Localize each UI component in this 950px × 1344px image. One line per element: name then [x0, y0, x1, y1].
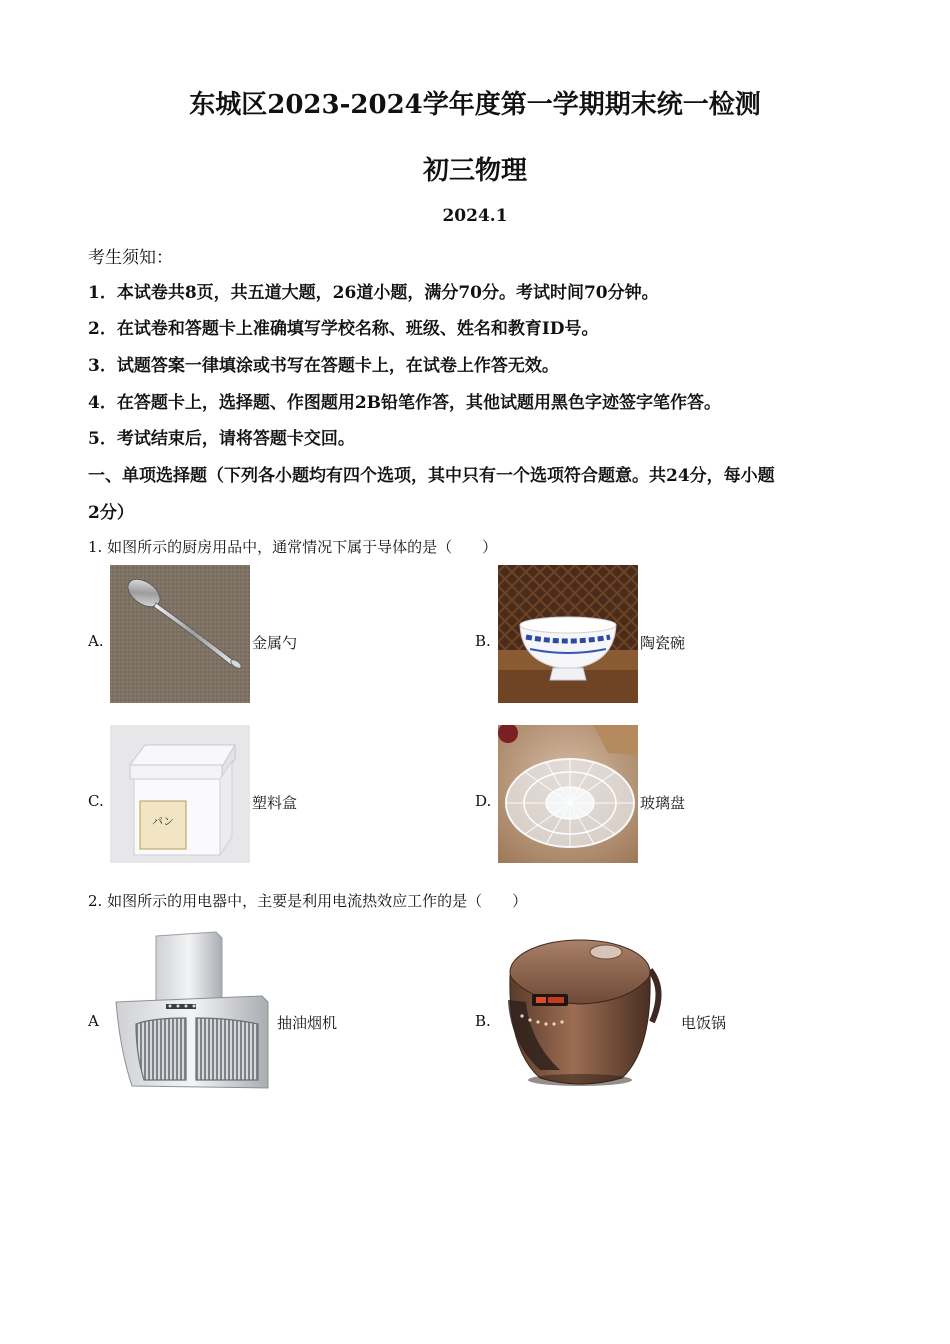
plastic-box-icon — [110, 725, 250, 863]
notice-heading: 考生须知： — [88, 248, 173, 268]
exam-subject: 初三物理 — [422, 156, 527, 186]
notice-item-3: 3．试题答案一律填涂或书写在答题卡上，在试卷上作答无效。 — [88, 356, 559, 376]
glass-plate-icon — [498, 725, 638, 863]
q1-option-a-label: 金属勺 — [252, 634, 298, 652]
q2-option-a-letter: A — [88, 1012, 99, 1030]
notice-item-1: 1．本试卷共8页，共五道大题，26道小题，满分70分。考试时间70分钟。 — [88, 283, 659, 303]
exam-date: 2024.1 — [442, 206, 508, 226]
q1-option-d-image — [498, 725, 638, 863]
q1-option-c-letter: C. — [88, 792, 104, 810]
q1-option-a-letter: A. — [88, 632, 104, 650]
q2-option-b-label: 电饭锅 — [681, 1014, 727, 1032]
notice-item-2: 2．在试卷和答题卡上准确填写学校名称、班级、姓名和教育ID号。 — [88, 319, 599, 339]
metal-spoon-icon — [110, 565, 250, 703]
q1-option-d-letter: D. — [475, 792, 492, 810]
q2-option-b-letter: B. — [475, 1012, 491, 1030]
q1-option-a-image — [110, 565, 250, 703]
q2-option-a-label: 抽油烟机 — [277, 1014, 338, 1032]
ceramic-bowl-icon — [498, 565, 638, 703]
q1-option-b-letter: B. — [475, 632, 491, 650]
q2-option-b-image — [500, 930, 666, 1090]
section-heading-line1: 一、单项选择题（下列各小题均有四个选项，其中只有一个选项符合题意。共24分，每小题 — [88, 466, 775, 486]
rice-cooker-icon — [500, 930, 666, 1090]
q1-option-c-image — [110, 725, 250, 863]
exam-title: 东城区2023-2024学年度第一学期期末统一检测 — [189, 90, 761, 120]
q1-option-c-label: 塑料盒 — [252, 794, 298, 812]
box-label-text: パン — [152, 815, 174, 828]
section-heading-line2: 2分） — [88, 503, 134, 523]
question-2-stem: 2. 如图所示的用电器中，主要是利用电流热效应工作的是（ ） — [88, 892, 528, 910]
q1-option-b-image — [498, 565, 638, 703]
question-1-stem: 1. 如图所示的厨房用品中，通常情况下属于导体的是（ ） — [88, 538, 498, 556]
notice-item-4: 4．在答题卡上，选择题、作图题用2B铅笔作答，其他试题用黑色字迹签字笔作答。 — [88, 393, 722, 413]
q1-option-b-label: 陶瓷碗 — [640, 634, 686, 652]
q1-option-d-label: 玻璃盘 — [640, 794, 686, 812]
q2-option-a-image — [112, 930, 274, 1092]
range-hood-icon — [112, 930, 274, 1092]
notice-item-5: 5．考试结束后，请将答题卡交回。 — [88, 429, 355, 449]
